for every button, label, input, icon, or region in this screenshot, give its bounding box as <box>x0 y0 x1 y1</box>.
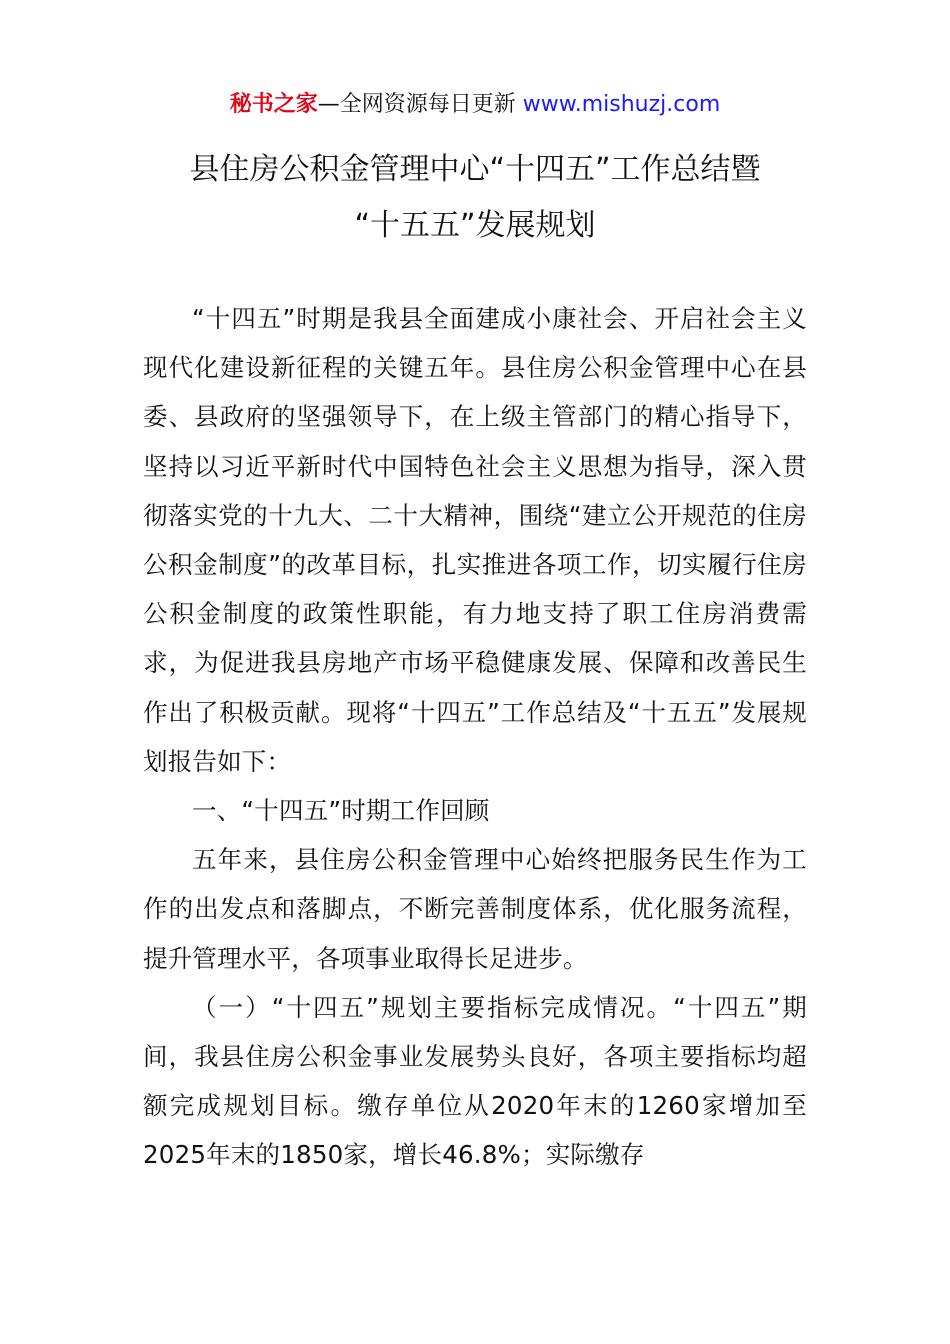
title-line-1: 县住房公积金管理中心“十四五”工作总结暨 <box>189 152 761 187</box>
brand-name: 秘书之家 <box>229 92 318 117</box>
document-title <box>100 142 850 254</box>
paragraph-intro: “十四五”时期是我县全面建成小康社会、开启社会主义现代化建设新征程的关键五年。县住房公积金管理中心在县委、县政府的坚强领导下，在上级主管部门的精心指导下，坚持以习近平新时代中国特色社会主义思想为指导，深入贯彻落实党的十九大、二十大精神，围绕“建立公开规范的住房公积金制度”的改革目标，扎实推进各项工作，切实履行住房公积金制度的政策性职能，有力地支持了职工住房消费需求，为促进我县房地产市场平稳健康发展、保障和改善民生作出了积极贡献。现将“十四五”工作总结及“十五五”发展规划报告如下： <box>143 304 807 776</box>
site-url-link[interactable]: www.mishuzj.com <box>522 92 721 117</box>
paragraph-indicators: （一）“十四五”规划主要指标完成情况。“十四五”期间，我县住房公积金事业发展势头良好，各项主要指标均超额完成规划目标。缴存单位从2020年末的1260家增加至2025年末的1850家，增长46.8%；实际缴存 <box>143 992 807 1170</box>
document-body <box>143 294 807 1180</box>
section-heading-1: 一、“十四五”时期工作回顾 <box>192 796 490 826</box>
header-tagline: —全网资源每日更新 <box>317 92 523 117</box>
paragraph-review: 五年来，县住房公积金管理中心始终把服务民生作为工作的出发点和落脚点，不断完善制度体系，优化服务流程，提升管理水平，各项事业取得长足进步。 <box>143 845 807 973</box>
title-line-2: “十五五”发展规划 <box>354 208 596 243</box>
site-header <box>0 88 950 122</box>
